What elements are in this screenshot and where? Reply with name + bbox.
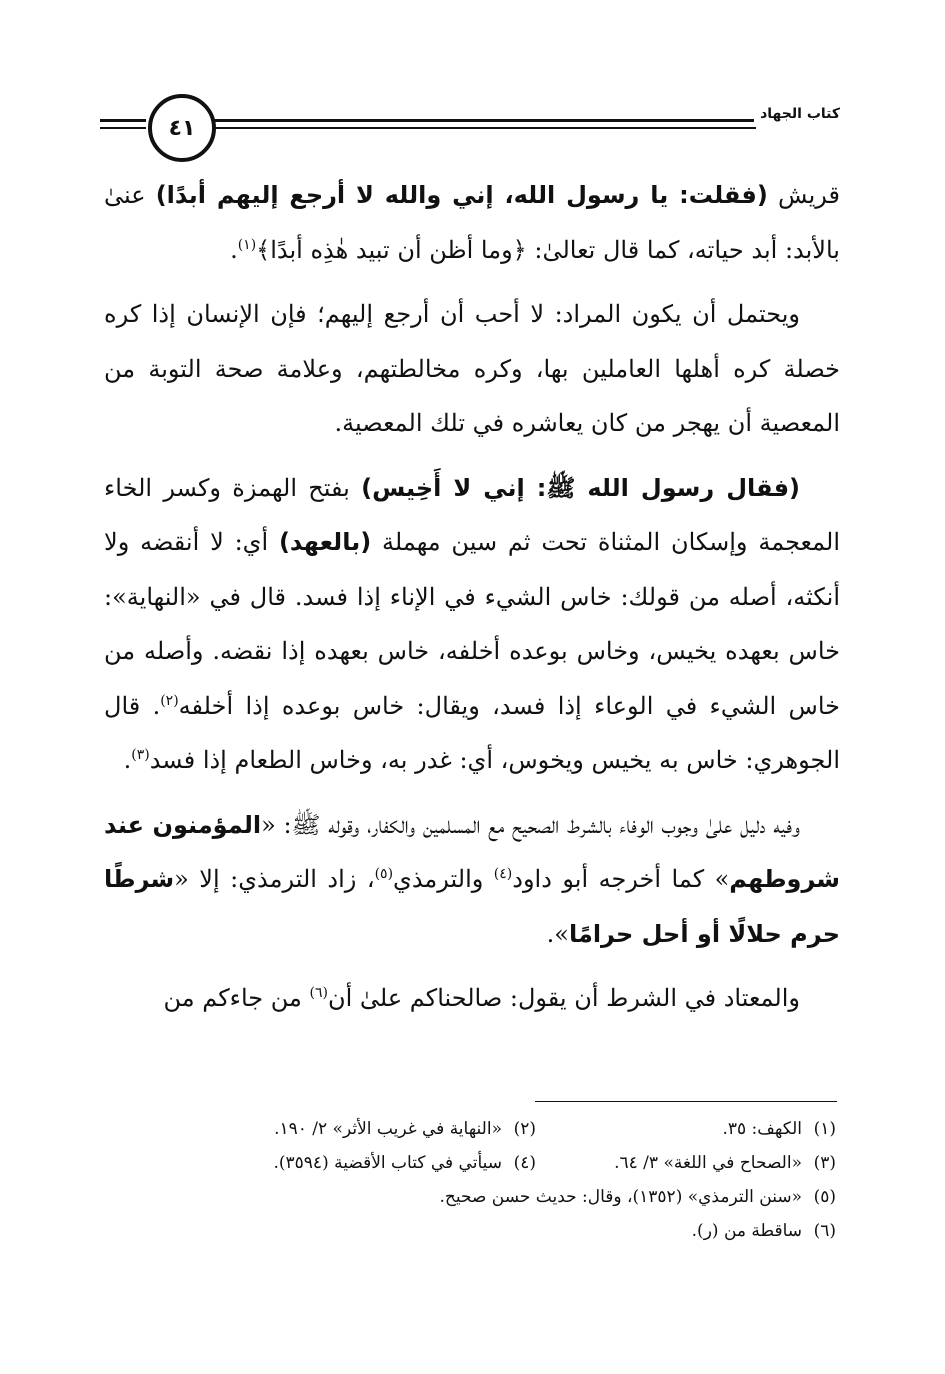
footnote-ref-1[interactable]: (١) [237,236,257,253]
header-rule-top [204,119,756,122]
footnote-4 [273,1146,536,1180]
page-header [100,92,840,168]
page-number: ٤١ [148,94,216,162]
footnote-ref-3[interactable]: (٣) [131,747,150,763]
text-span: » كما أخرجه أبو داود [512,865,730,893]
footnote-row [100,1214,836,1248]
footnote-ref-5[interactable]: (٥) [374,866,394,882]
footnote-row [100,1146,836,1180]
footnote-text: الكهف: ٣٥. [722,1119,802,1139]
footnote-2 [274,1112,536,1146]
footnote-text: سيأتي في كتاب الأقضية (٣٥٩٤). [273,1153,502,1173]
footnote-ref-6[interactable]: (٦) [309,985,328,1001]
paragraph-2: ويحتمل أن يكون المراد: لا أحب أن أرجع إليهم؛ فإن الإنسان إذا كره خصلة كره أهلها العاملين بها، وكره مخالطتهم، وعلامة صحة التوبة من المعصية أن يهجر من كان يعاشره في تلك المعصية. [104,300,840,437]
text-span: قريش [767,181,841,209]
text-span: بفتح الهمزة وكسر الخاء المعجمة وإسكان المثناة تحت ثم سين مهملة [104,473,840,556]
footnote-separator [535,1101,837,1102]
text-span: ». [546,919,569,948]
text-span: من جاءكم من [163,984,310,1012]
text-span: والمعتاد في الشرط أن يقول: صالحناكم علىٰ أن [327,984,800,1012]
footnote-number: (١) [813,1119,836,1139]
footnote-number: (٣) [813,1153,836,1173]
footnote-number: (٦) [813,1221,836,1241]
paragraph-1 [104,168,840,277]
footnote-text: «الصحاح في اللغة» ٣/ ٦٤. [614,1153,802,1173]
footnote-text: ساقطة من (ر). [691,1221,802,1241]
footnotes [100,1112,836,1248]
text-span: عنىٰ بالأبد: أبد حياته، كما قال تعالىٰ: ﴿وما أظن أن تبيد هٰذِه أبدًا﴾ [104,181,840,264]
footnote-ref-4[interactable]: (٤) [493,866,513,882]
footnote-row [100,1180,836,1214]
footnote-ref-2[interactable]: (٢) [160,692,179,709]
footnote-text: «النهاية في غريب الأثر» ٢/ ١٩٠. [274,1119,502,1139]
paragraph-3 [104,461,840,788]
header-rule-bottom [204,127,756,129]
text-span: . [123,746,132,774]
footnote-number: (٥) [813,1187,836,1207]
footnote-3 [536,1146,836,1180]
bold-quote: (فقلت: يا رسول الله، إني والله لا أرجع إليهم أبدًا) [155,181,768,209]
paragraph-4 [104,798,840,962]
text-span: . [230,235,238,264]
bold-quote: شرطًا حرم حلالًا أو أحل حرامًا [104,865,840,948]
header-rule-left-bottom [100,127,146,129]
text-span: والترمذي [393,865,494,893]
bold-quote: (فقال رسول الله ﷺ: إني لا أَخِيس) [361,473,800,502]
footnote-number: (٤) [513,1153,536,1173]
bold-quote: المؤمنون عند شروطهم [104,810,840,893]
footnote-text: «سنن الترمذي» (١٣٥٢)، وقال: حديث حسن صحيح. [439,1187,802,1207]
text-span: . قال الجوهري: خاس به يخيس ويخوس، أي: غدر به، وخاس الطعام إذا فسد [104,691,840,774]
text-span: ، زاد الترمذي: إلا « [174,865,375,893]
footnote-1 [536,1112,836,1146]
text-span: وفيه دليل علىٰ وجوب الوفاء بالشرط الصحيح مع المسلمين والكفار، وقوله ﷺ: « [261,810,800,839]
footnote-6 [692,1214,836,1248]
paragraph-5 [104,971,840,1026]
bold-quote: (بالعهد) [278,528,372,556]
header-rule-left-top [100,119,146,122]
main-text [104,168,840,1036]
footnote-5 [439,1180,836,1214]
footnote-number: (٢) [513,1119,536,1139]
footnote-row [100,1112,836,1146]
running-head: كتاب الجهاد [754,106,840,122]
text-span: أي: لا أنقضه ولا أنكثه، أصله من قولك: خاس الشيء في الإناء إذا فسد. قال في «النهاية»: خاس بعهده يخيس، وخاس بوعده أخلفه، خاس بعهده إذا نقضه. وأصله من خاس الشيء في الوعاء إذا فسد، ويقال: خاس بوعده إذا أخلفه [104,528,840,720]
